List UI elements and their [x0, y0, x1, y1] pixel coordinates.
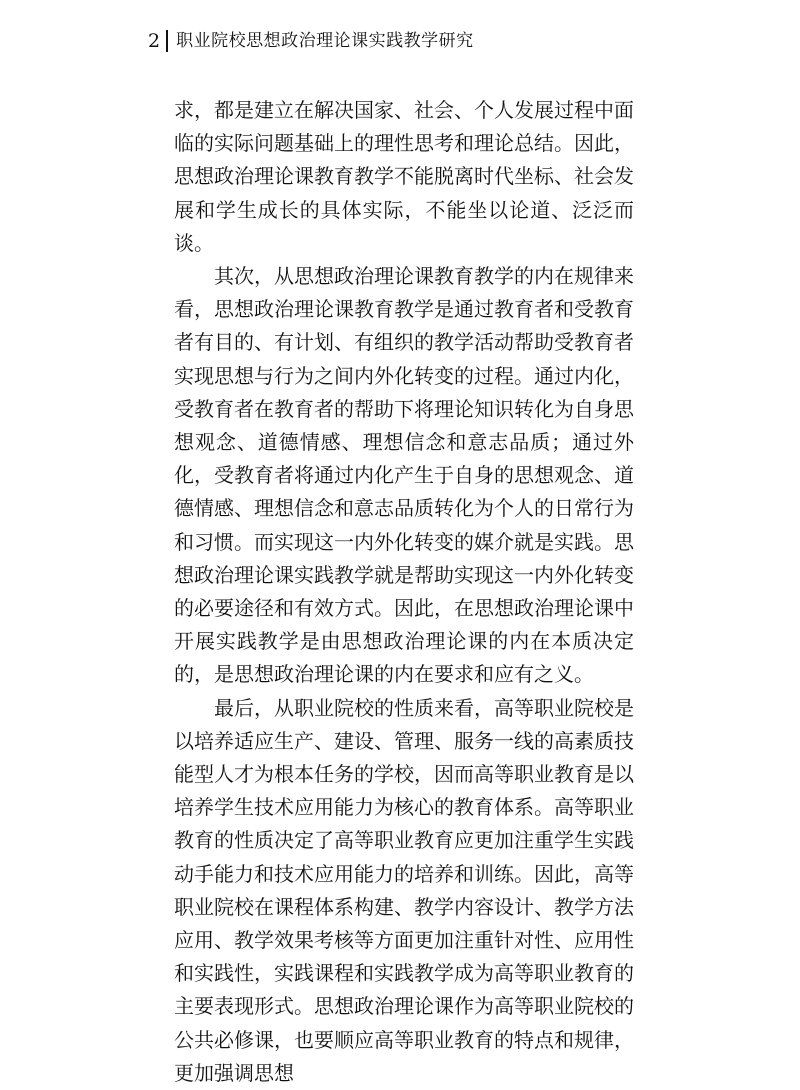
running-title: 职业院校思想政治理论课实践教学研究 [176, 31, 474, 51]
paragraph-third: 最后，从职业院校的性质来看，高等职业院校是以培养适应生产、建设、管理、服务一线的高素质技能型人才为根本任务的学校，因而高等职业教育是以培养学生技术应用能力为核心的教育体系。高等职业教育的性质决定了高等职业教育应更加注重学生实践动手能力和技术应用能力的培养和训练。因此，高等职业院校在课程体系构建、教学内容设计、教学方法应用、教学效果考核等方面更加注重针对性、应用性和实践性，实践课程和实践教学成为高等职业教育的主要表现形式。思想政治理论课作为高等职业院校的公共必修课，也要顺应高等职业教育的特点和规律，更加强调思想 [174, 695, 634, 1085]
paragraph-continuation: 求，都是建立在解决国家、社会、个人发展过程中面临的实际问题基础上的理性思考和理论总结。因此，思想政治理论课教育教学不能脱离时代坐标、社会发展和学生成长的具体实际，不能坐以论道、泛泛而谈。 [174, 98, 634, 255]
paragraph-second: 其次，从思想政治理论课教育教学的内在规律来看，思想政治理论课教育教学是通过教育者和受教育者有目的、有计划、有组织的教学活动帮助受教育者实现思想与行为之间内外化转变的过程。通过内化，受教育者在教育者的帮助下将理论知识转化为自身思想观念、道德情感、理想信念和意志品质；通过外化，受教育者将通过内化产生于自身的思想观念、道德情感、理想信念和意志品质转化为个人的日常行为和习惯。而实现这一内外化转变的媒介就是实践。思想政治理论课实践教学就是帮助实现这一内外化转变的必要途径和有效方式。因此，在思想政治理论课中开展实践教学是由思想政治理论课的内在本质决定的，是思想政治理论课的内在要求和应有之义。 [174, 264, 634, 687]
header-divider [166, 30, 168, 52]
body-text [174, 94, 634, 1090]
page-number: 2 [148, 30, 161, 52]
running-header [148, 28, 474, 54]
